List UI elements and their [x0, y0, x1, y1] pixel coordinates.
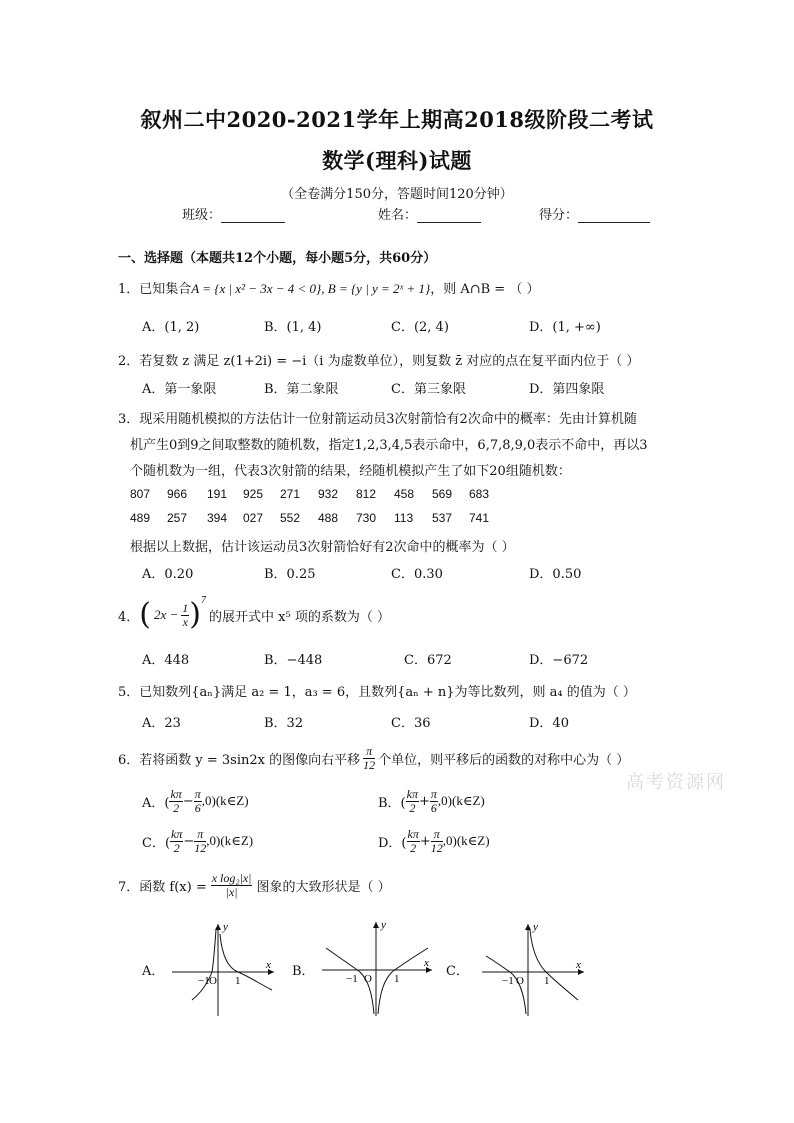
q7-option-c-label[interactable]: C．: [446, 964, 469, 979]
q1-option-c[interactable]: C．(2, 4): [391, 320, 449, 335]
exam-subtitle: 数学(理科)试题: [322, 148, 472, 173]
q7-graph-c[interactable]: [478, 920, 590, 1020]
q7-suffix: 图象的大致形状是（ ）: [256, 879, 391, 895]
q6-option-a[interactable]: [142, 784, 249, 818]
class-blank[interactable]: [221, 222, 285, 223]
q6-d-tail: ,0)(k∈Z): [442, 833, 490, 848]
q6-b-d1: 2: [409, 800, 416, 815]
q6-d-frac1: [407, 828, 420, 854]
origin-label: O: [516, 975, 524, 987]
q6-c-d1: 2: [173, 840, 180, 855]
q6-a-label: A．(: [142, 795, 170, 811]
q6-b-op: +: [418, 793, 430, 809]
random-number: 271: [280, 487, 301, 501]
q6-c-op: −: [183, 833, 195, 849]
q4-suffix: 的展开式中 x⁵ 项的系数为（ ）: [209, 609, 390, 625]
curve-right: [530, 930, 578, 1000]
q6-option-c[interactable]: [142, 824, 253, 858]
q6-suffix: 个单位，则平移后的函数的对称中心为（ ）: [378, 752, 630, 768]
name-blank[interactable]: [417, 222, 481, 223]
tick-one: 1: [394, 973, 400, 985]
question-5: 5．已知数列{aₙ}满足 a₂ = 1，a₃ = 6，且数列{aₙ + n}为等比数列，则 a₄ 的值为（ ）: [118, 685, 636, 700]
random-number: 394: [207, 511, 228, 525]
q6-d-d2: 12: [430, 840, 443, 855]
x-axis-label: x: [576, 959, 581, 971]
question-4: [118, 595, 390, 635]
q6-frac-den: 12: [363, 757, 376, 772]
section-heading: 一、选择题（本题共12个小题，每小题5分，共60分）: [118, 251, 437, 266]
curve-right: [220, 934, 272, 990]
y-axis-label: y: [381, 919, 386, 931]
q6-a-op: −: [182, 793, 194, 809]
q6-b-label: B．(: [378, 795, 406, 811]
question-7: [118, 866, 391, 904]
q4-fraction: [181, 602, 189, 628]
q6-c-tail: ,0)(k∈Z): [206, 833, 254, 848]
q1-option-a[interactable]: A．(1, 2): [142, 320, 200, 335]
q6-d-frac2: [431, 828, 443, 854]
question-6: [118, 740, 629, 776]
q4-option-a[interactable]: A．448: [142, 653, 190, 668]
q4-option-b[interactable]: B．−448: [264, 653, 323, 668]
watermark: 高考资源网: [626, 772, 726, 793]
q6-b-frac1: [406, 788, 419, 814]
q2-option-b[interactable]: B．第二象限: [264, 382, 339, 397]
q6-d-label: D．(: [378, 835, 407, 851]
q3-option-d[interactable]: D．0.50: [529, 567, 582, 582]
y-axis-arrow: [525, 924, 531, 930]
random-number: 812: [356, 487, 377, 501]
q4-frac-den: x: [182, 614, 188, 629]
score-field[interactable]: [539, 204, 650, 223]
q2-option-d[interactable]: D．第四象限: [529, 382, 605, 397]
tick-one: 1: [235, 975, 241, 987]
q4-option-d[interactable]: D．−672: [529, 653, 589, 668]
q6-c-frac1: [170, 828, 183, 854]
random-number: 925: [243, 487, 264, 501]
random-number: 932: [318, 487, 339, 501]
q6-a-d2: 6: [194, 800, 201, 815]
exam-note: （全卷满分150分，答题时间120分钟）: [281, 187, 513, 202]
q4-exponent: 7: [201, 595, 207, 606]
q1-option-d[interactable]: D．(1, +∞): [529, 320, 601, 335]
random-number: 683: [469, 487, 490, 501]
q6-option-b[interactable]: [378, 784, 485, 818]
q7-option-a-label[interactable]: A．: [142, 964, 165, 979]
q5-option-c[interactable]: C．36: [391, 716, 431, 731]
question-3-line2: 机产生0到9之间取整数的随机数，指定1,2,3,4,5表示命中，6,7,8,9,0表示不命中，再以3: [130, 438, 648, 453]
q6-fraction: [363, 745, 375, 771]
q1-sets: A = {x | x² − 3x − 4 < 0}, B = {y | y = 2ˣ + 1}: [191, 281, 431, 296]
name-label: 姓名：: [378, 208, 418, 223]
q4-base: 2x −: [154, 607, 179, 622]
q6-option-d[interactable]: [378, 824, 490, 858]
y-axis-label: y: [533, 921, 538, 933]
random-number: 488: [318, 511, 339, 525]
q5-option-a[interactable]: A．23: [142, 716, 181, 731]
random-number: 966: [167, 487, 188, 501]
q3-option-b[interactable]: B．0.25: [264, 567, 316, 582]
q7-option-b-label[interactable]: B．: [292, 964, 315, 979]
q6-c-frac2: [194, 828, 206, 854]
q6-prefix: 6．若将函数 y = 3sin2x 的图像向右平移: [118, 752, 361, 768]
q1-prefix: 1．已知集合: [118, 282, 192, 297]
question-3-line3: 个随机数为一组，代表3次射箭的结果，经随机模拟产生了如下20组随机数：: [130, 464, 571, 479]
q4-frac-num: 1: [182, 600, 189, 615]
q7-fraction: [211, 872, 253, 898]
name-field[interactable]: [378, 204, 481, 223]
q4-left-paren: (: [139, 597, 151, 632]
q6-d-op: +: [419, 833, 431, 849]
q6-c-label: C．(: [142, 835, 171, 851]
q3-option-a[interactable]: A．0.20: [142, 567, 194, 582]
random-number: 807: [130, 487, 151, 501]
q7-graph-a[interactable]: [168, 920, 280, 1020]
q6-c-n1: kπ: [171, 826, 183, 841]
q6-b-d2: 6: [430, 800, 437, 815]
random-number: 730: [356, 511, 377, 525]
q6-a-n2: π: [194, 786, 201, 801]
q7-graph-b[interactable]: [318, 918, 438, 1020]
q7-prefix: 7．函数 f(x) =: [118, 879, 207, 895]
tick-one: 1: [544, 975, 550, 987]
score-blank[interactable]: [578, 222, 650, 223]
tick-minus-one: −1: [502, 975, 514, 987]
random-number: 113: [394, 511, 414, 525]
y-axis-arrow: [373, 922, 379, 928]
q6-d-d1: 2: [410, 840, 417, 855]
tick-minus-one: −1: [198, 975, 210, 987]
q7-frac-num: x log₂|x|: [211, 870, 252, 885]
x-axis-label: x: [424, 957, 429, 969]
exam-title: 叙州二中2020-2021学年上期高2018级阶段二考试: [140, 107, 654, 132]
random-number: 489: [130, 511, 151, 525]
q6-frac-num: π: [363, 745, 375, 759]
curve-left: [192, 930, 216, 1000]
class-field[interactable]: [182, 204, 285, 223]
q6-c-d2: 12: [194, 840, 207, 855]
question-1: [118, 278, 539, 297]
q6-c-n2: π: [194, 828, 206, 842]
y-axis-arrow: [215, 924, 221, 930]
q6-d-n1: kπ: [407, 826, 419, 841]
q7-frac-den: |x|: [225, 884, 238, 899]
q5-option-d[interactable]: D．40: [529, 716, 569, 731]
q6-b-frac2: [430, 788, 438, 814]
q2-option-a[interactable]: A．第一象限: [142, 382, 217, 397]
q6-b-n2: π: [430, 786, 437, 801]
random-number: 741: [469, 511, 490, 525]
class-label: 班级：: [182, 208, 222, 223]
random-number: 257: [167, 511, 188, 525]
q6-a-frac2: [194, 788, 202, 814]
q1-option-b[interactable]: B．(1, 4): [264, 320, 322, 335]
q6-a-frac1: [169, 788, 182, 814]
tick-minus-one: −1: [346, 973, 358, 985]
question-2: 2．若复数 z 满足 z(1+2i) = −i（i 为虚数单位），则复数 z̄ 对应的点在复平面内位于（ ）: [118, 354, 640, 369]
q2-option-c[interactable]: C．第三象限: [391, 382, 466, 397]
q3-option-c[interactable]: C．0.30: [391, 567, 443, 582]
q5-option-b[interactable]: B．32: [264, 716, 304, 731]
q6-a-tail: ,0)(k∈Z): [201, 793, 249, 808]
q6-a-n1: kπ: [170, 786, 182, 801]
q4-prefix: 4．: [118, 609, 140, 625]
origin-label: O: [364, 973, 372, 985]
random-number: 458: [394, 487, 415, 501]
q1-suffix: ，则 A∩B = （ ）: [430, 282, 540, 297]
q6-b-tail: ,0)(k∈Z): [437, 793, 485, 808]
y-axis-label: y: [223, 921, 228, 933]
question-3-line1: 3．现采用随机模拟的方法估计一位射箭运动员3次射箭恰有2次命中的概率：先由计算机随: [118, 412, 637, 427]
random-number: 569: [432, 487, 453, 501]
q4-option-c[interactable]: C．672: [404, 653, 452, 668]
random-number: 537: [432, 511, 453, 525]
random-number: 027: [243, 511, 264, 525]
curve-right: [378, 948, 428, 1014]
q6-b-n1: kπ: [406, 786, 418, 801]
question-3-line4: 根据以上数据，估计该运动员3次射箭恰好有2次命中的概率为（ ）: [130, 540, 515, 555]
q6-d-n2: π: [431, 828, 443, 842]
q6-a-d1: 2: [173, 800, 180, 815]
random-number: 552: [280, 511, 301, 525]
x-axis-label: x: [266, 959, 271, 971]
q4-right-paren: ): [189, 597, 202, 632]
score-label: 得分：: [539, 208, 579, 223]
origin-label: O: [209, 975, 217, 987]
random-number: 191: [207, 487, 228, 501]
